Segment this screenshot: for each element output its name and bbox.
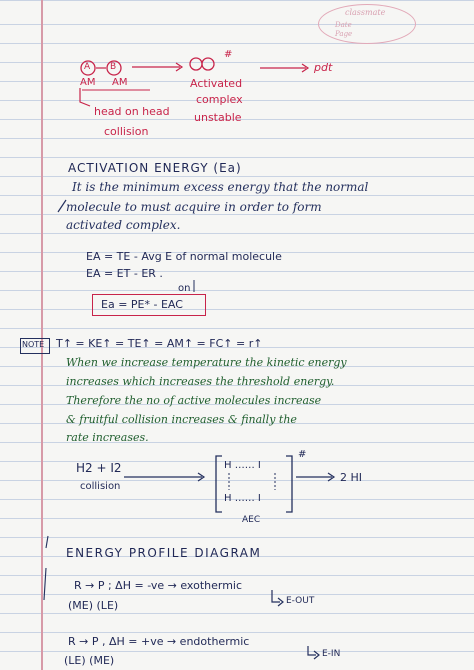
page-label: Page [335,30,353,38]
energy-in: E-IN [322,649,341,659]
am-label-1: AM [80,77,96,88]
h2-i2-reactants: H2 + I2 [76,461,122,475]
date-label: Date [335,21,352,29]
complex-top-pair: H …… I [224,460,261,471]
complex-bottom-pair: H …… I [224,493,261,504]
note-line-2: increases which increases the threshold energy. [66,375,335,388]
note-line-4: & fruitful collision increases & finally the [66,413,297,426]
exothermic-labels: (ME) (LE) [68,599,119,612]
endothermic-equation: R → P , ΔH = +ve → endothermic [68,635,250,648]
h2-i2-collision: collision [80,481,121,492]
endothermic-labels: (LE) (ME) [64,654,115,667]
energy-out: E-OUT [286,596,315,606]
note-chain: T↑ = KE↑ = TE↑ = AM↑ = FC↑ = r↑ [56,337,263,350]
boxed-equation [92,294,206,316]
am-label-2: AM [112,77,128,88]
activated-text: Activated [190,77,243,90]
reactant-b: B [110,62,117,72]
on-label: on [178,283,191,294]
brand-text: classmate [345,8,386,17]
note-tag-box [20,338,50,354]
note-tag: NOTE [22,340,45,349]
activation-heading: ACTIVATION ENERGY (Ea) [68,161,242,175]
complex-mark-2: # [298,449,307,460]
exothermic-equation: R → P ; ΔH = -ve → exothermic [74,579,243,592]
definition-line-3: activated complex. [66,218,181,232]
complex-mark: # [224,49,233,60]
equation-1: EA = TE - Avg E of normal molecule [86,250,282,263]
note-line-5: rate increases. [66,431,149,444]
head-on-text: head on head [94,105,170,118]
product-2hi: 2 HI [340,471,363,484]
complex-text: complex [196,93,243,106]
equation-2: EA = ET - ER . [86,267,163,280]
definition-line-2: molecule to must acquire in order to form [66,200,322,214]
aec-label: AEC [242,515,261,525]
reactant-a: A [84,62,91,72]
definition-line-1: It is the minimum excess energy that the normal [72,180,369,194]
collision-text: collision [104,125,149,138]
boxed-equation-text: Ea = PE* - EAC [101,298,183,311]
profile-heading: ENERGY PROFILE DIAGRAM [66,546,262,560]
unstable-text: unstable [194,111,242,124]
product-text: pdt [314,61,333,74]
note-line-1: When we increase temperature the kinetic energy [66,356,347,369]
note-line-3: Therefore the no of active molecules increase [66,394,322,407]
